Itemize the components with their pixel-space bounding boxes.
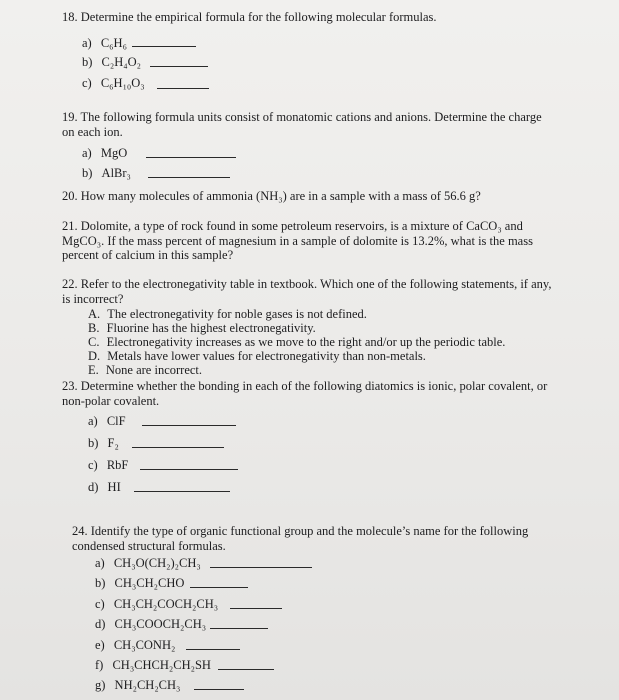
option-text: Fluorine has the highest electronegativity. [106,321,316,335]
question-18-prompt: 18. Determine the empirical formula for the following molecular formulas. [62,10,437,24]
question-22-line2: is incorrect? [62,291,124,306]
item-label: d) [88,480,99,494]
item-label: e) [95,638,105,652]
q24-answer-blank-a[interactable] [210,567,312,568]
item-formula: NH₂CH₂CH₃ [114,678,181,692]
q23-answer-blank-b[interactable] [132,447,224,448]
question-20 [62,189,602,204]
question-24 [72,524,592,553]
question-23 [62,379,607,408]
item-label: c) [95,597,105,611]
question-22-line1: 22. Refer to the electronegativity table in textbook. Which one of the following statements, if any, [62,277,552,291]
option-label: D. [88,349,101,363]
item-formula: F₂ [107,436,119,450]
q23-item-b [88,436,119,450]
option-text: None are incorrect. [105,363,203,377]
q22-option-e[interactable] [88,363,202,377]
item-label: b) [82,55,93,69]
item-formula: CH₃CH₂CHO [114,576,185,590]
q19-item-a [82,146,127,160]
item-label: f) [95,658,104,672]
q24-item-b [95,576,184,590]
item-label: b) [88,436,99,450]
q19-answer-blank-b[interactable] [148,177,230,178]
q23-item-a [88,414,126,428]
item-formula: CH₃CONH₂ [113,638,176,652]
option-text: Electronegativity increases as we move to the right and/or up the periodic table. [106,335,506,349]
question-20-prompt: 20. How many molecules of ammonia (NH₃) are in a sample with a mass of 56.6 g? [62,189,481,203]
question-22 [62,277,602,306]
question-21 [62,219,602,263]
item-formula: HI [107,480,121,494]
item-formula: AlBr₃ [101,166,131,180]
q19-item-b [82,166,131,180]
q19-answer-blank-a[interactable] [146,157,236,158]
q24-item-c [95,597,218,611]
item-label: b) [82,166,93,180]
q18-answer-blank-a[interactable] [132,46,196,47]
q18-item-c [82,76,145,90]
q24-answer-blank-c[interactable] [230,608,282,609]
q22-option-a[interactable] [88,307,367,321]
q18-item-b [82,55,141,69]
question-19-prompt-line2: on each ion. [62,124,123,139]
item-label: a) [82,146,92,160]
item-formula: CH₃O(CH₂)₂CH₃ [113,556,201,570]
item-formula: RbF [106,458,129,472]
item-formula: ClF [106,414,126,428]
item-formula: MgO [100,146,128,160]
q22-option-d[interactable] [88,349,426,363]
question-19 [62,110,602,139]
item-label: d) [95,617,106,631]
question-18 [62,10,602,25]
option-label: C. [88,335,100,349]
question-24-line2: condensed structural formulas. [72,538,226,553]
question-24-line1: 24. Identify the type of organic functional group and the molecule’s name for the following [72,524,529,538]
option-label: A. [88,307,101,321]
q24-item-f [95,658,211,672]
q24-item-a [95,556,201,570]
q23-answer-blank-d[interactable] [134,491,230,492]
option-label: E. [88,363,99,377]
item-formula: CH₃CHCH₂CH₂SH [112,658,211,672]
item-formula: C₂H₄O₂ [101,55,142,69]
option-text: The electronegativity for noble gases is not defined. [107,307,367,321]
item-formula: CH₃CH₂COCH₂CH₃ [113,597,219,611]
q24-answer-blank-e[interactable] [186,649,240,650]
q22-option-b[interactable] [88,321,316,335]
item-label: c) [88,458,98,472]
item-formula: C₆H₁₀O₃ [100,76,145,90]
question-23-line2: non-polar covalent. [62,393,160,408]
q18-item-a [82,36,127,50]
question-21-line2: MgCO₃. If the mass percent of magnesium in a sample of dolomite is 13.2%, what is the mass [62,233,533,248]
q23-answer-blank-c[interactable] [140,469,238,470]
q23-item-c [88,458,128,472]
q24-item-d [95,617,206,631]
q24-answer-blank-b[interactable] [190,587,248,588]
q23-answer-blank-a[interactable] [142,425,236,426]
q23-item-d [88,480,121,494]
q24-answer-blank-g[interactable] [194,689,244,690]
item-label: a) [82,36,92,50]
q22-option-c[interactable] [88,335,505,349]
q24-item-e [95,638,175,652]
q18-answer-blank-b[interactable] [150,66,208,67]
q24-item-g [95,678,180,692]
question-21-line1: 21. Dolomite, a type of rock found in some petroleum reservoirs, is a mixture of CaCO₃ and [62,219,523,233]
item-formula: CH₃COOCH₂CH₃ [114,617,207,631]
question-21-line3: percent of calcium in this sample? [62,248,234,262]
q24-answer-blank-d[interactable] [210,628,268,629]
item-formula: C₆H₆ [100,36,127,50]
item-label: a) [95,556,105,570]
question-19-prompt-line1: 19. The following formula units consist of monatomic cations and anions. Determine the charge [62,110,542,124]
item-label: g) [95,678,106,692]
q24-answer-blank-f[interactable] [218,669,274,670]
option-text: Metals have lower values for electronegativity than non-metals. [107,349,426,363]
item-label: a) [88,414,98,428]
question-23-line1: 23. Determine whether the bonding in each of the following diatomics is ionic, polar covalent, or [62,379,548,393]
option-label: B. [88,321,100,335]
q18-answer-blank-c[interactable] [157,88,209,89]
item-label: c) [82,76,92,90]
item-label: b) [95,576,106,590]
